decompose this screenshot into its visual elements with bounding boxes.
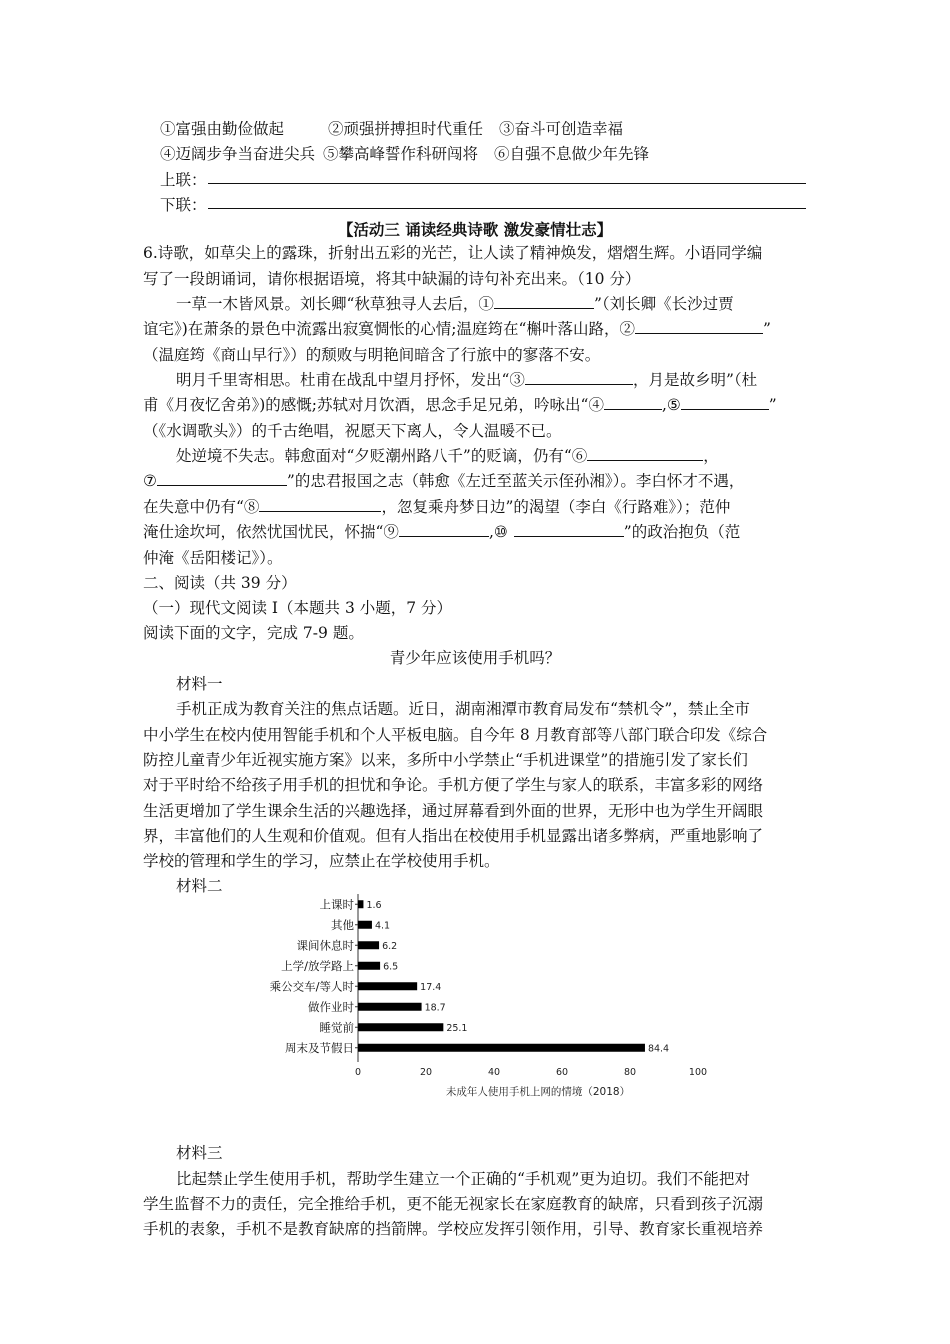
article-title: 青少年应该使用手机吗？: [389, 649, 561, 667]
bar: [358, 921, 372, 929]
material2-label: 材料二: [176, 877, 223, 895]
material3-line: 手机的表象，手机不是教育缺席的挡箭牌。学校应发挥引领作用，引导、教育家长重视培养: [143, 1220, 764, 1238]
category-label: 乘公交车/等人时: [269, 979, 354, 994]
couplet-option-5: ⑤攀高峰誓作科研闯将: [323, 145, 479, 163]
bar: [358, 1044, 645, 1052]
q6-text: ，忽复乘舟梦日边”的渴望（李白《行路难》）；范仲: [381, 498, 731, 516]
q6-text: ”的政治抱负（范: [623, 523, 741, 541]
material1-line: 对于平时给不给孩子用手机的担忧和争论。手机方便了学生与家人的联系，丰富多彩的网络: [143, 776, 764, 794]
usage-scenario-bar-chart: [250, 890, 720, 1110]
upper-couplet-answer-line[interactable]: [208, 183, 806, 184]
reading-instruction: 阅读下面的文字，完成 7-9 题。: [143, 624, 364, 642]
couplet-options-row2: [160, 141, 649, 167]
q6-text: ”: [762, 320, 771, 338]
couplet-option-2: ②顽强拼搏担时代重任: [328, 120, 484, 138]
q6-text: ”的忠君报国之志（韩愈《左迁至蓝关示侄孙湘》）。李白怀才不遇，: [286, 472, 745, 490]
q6-text: 在失意中仍有“⑧: [143, 498, 260, 516]
bar-value-label: 6.2: [382, 940, 398, 952]
material1-label: 材料一: [176, 675, 223, 693]
bar-value-label: 25.1: [446, 1022, 468, 1034]
couplet-option-6: ⑥自强不息做少年先锋: [494, 145, 650, 163]
bar-value-label: 18.7: [424, 1002, 446, 1014]
q6-text: ,⑩: [488, 523, 508, 541]
q6-text: ”（刘长卿《长沙过贾: [593, 295, 734, 313]
material1-line: 生活更增加了学生课余生活的兴趣选择，通过屏幕看到外面的世界，无形中也为学生开阔眼: [143, 802, 764, 820]
upper-couplet-label: 上联：: [160, 171, 207, 189]
material1-line: 手机正成为教育关注的焦点话题。近日，湖南湘潭市教育局发布“禁机令”，禁止全市: [176, 700, 750, 718]
x-tick-label: 0: [354, 1067, 362, 1078]
category-label: 睡觉前: [319, 1020, 354, 1035]
x-tick-label: 60: [555, 1067, 569, 1078]
q6-para3-line5: 仲淹《岳阳楼记》）。: [143, 549, 283, 567]
q6-para2-line2: [143, 392, 777, 418]
q6-para3-line4: [143, 519, 740, 545]
q6-para3-line2: [143, 468, 744, 494]
q6-text: ”: [768, 396, 777, 414]
couplet-option-1: ①富强由勤俭做起: [160, 120, 285, 138]
bar-value-label: 17.4: [420, 981, 442, 993]
category-label: 其他: [331, 917, 354, 932]
bar: [358, 962, 380, 970]
q6-para2-line3: （《水调歌头》）的千古绝唱，祝愿天下离人，令人温暖不已。: [143, 422, 562, 440]
q6-text: ，月是故乡明”（杜: [632, 371, 758, 389]
q6-intro-line1: 6.诗歌，如草尖上的露珠，折射出五彩的光芒，让人读了精神焕发，熠熠生辉。小语同学编: [143, 244, 763, 262]
bar: [358, 982, 417, 990]
material3-line: 学生监督不力的责任，完全推给手机，更不能无视家长在家庭教育的缺席，只看到孩子沉溺: [143, 1195, 764, 1213]
bar: [358, 1003, 422, 1011]
couplet-option-4: ④迈阔步争当奋进尖兵: [160, 145, 316, 163]
couplet-option-3: ③奋斗可创造幸福: [499, 120, 624, 138]
bar: [358, 941, 379, 949]
q6-para1-line1: [176, 291, 734, 317]
blank-7[interactable]: [157, 469, 287, 486]
q6-para1-line3: （温庭筠《商山早行》）的颓败与明艳间暗含了行旅中的寥落不安。: [143, 346, 601, 364]
x-tick-label: 40: [487, 1067, 501, 1078]
x-tick-label: 100: [688, 1067, 708, 1078]
blank-10[interactable]: [514, 520, 624, 537]
lower-couplet-label: 下联：: [160, 196, 207, 214]
bar: [358, 1023, 443, 1031]
blank-8[interactable]: [259, 495, 381, 512]
blank-1[interactable]: [494, 292, 594, 309]
category-label: 周末及节假日: [285, 1040, 354, 1055]
category-label: 做作业时: [308, 999, 354, 1014]
category-label: 课间休息时: [296, 938, 354, 953]
q6-text: ，: [703, 447, 719, 465]
material1-line: 中小学生在校内使用智能手机和个人平板电脑。自今年 8 月教育部等八部门联合印发《综合: [143, 726, 768, 744]
category-label: 上课时: [319, 897, 354, 912]
blank-5[interactable]: [681, 393, 769, 410]
q6-para3-line1: [176, 443, 719, 469]
reading-section-heading: 二、阅读（共 39 分）: [143, 574, 297, 592]
lower-couplet-answer-line[interactable]: [208, 208, 806, 209]
q6-text: 明月千里寄相思。杜甫在战乱中望月抒怀，发出“③: [176, 371, 525, 389]
material1-line: 界，丰富他们的人生观和价值观。但有人指出在校使用手机显露出诸多弊病，严重地影响了: [143, 827, 764, 845]
couplet-options-row1: [160, 116, 623, 142]
q6-text: 淹仕途坎坷，依然忧国忧民，怀揣“⑨: [143, 523, 399, 541]
blank-2[interactable]: [635, 317, 763, 334]
bar: [358, 900, 363, 908]
bar-value-label: 4.1: [374, 920, 391, 932]
bar-value-label: 1.6: [366, 899, 382, 911]
q6-text: ⑦: [143, 472, 157, 490]
material3-line: 比起禁止学生使用手机，帮助学生建立一个正确的“手机观”更为迫切。我们不能把对: [176, 1170, 750, 1188]
q6-text: ,⑤: [661, 396, 681, 414]
q6-para3-line3: [143, 494, 730, 520]
q6-intro-line2: 写了一段朗诵词，请你根据语境，将其中缺漏的诗句补充出来。（10 分）: [143, 270, 641, 288]
material3-label: 材料三: [176, 1144, 223, 1162]
q6-para2-line1: [176, 367, 757, 393]
q6-para1-line2: [143, 316, 771, 342]
material1-line: 学校的管理和学生的学习，应禁止在学校使用手机。: [143, 852, 500, 870]
x-tick-label: 20: [419, 1067, 433, 1078]
blank-4[interactable]: [604, 393, 662, 410]
q6-text: 甫《月夜忆舍弟》)的感慨;苏轼对月饮酒，思念手足兄弟，吟咏出“④: [143, 396, 604, 414]
x-tick-label: 80: [623, 1067, 637, 1078]
blank-3[interactable]: [525, 368, 633, 385]
bar-value-label: 6.5: [383, 961, 399, 973]
q6-text: 一草一木皆风景。刘长卿“秋草独寻人去后，①: [176, 295, 494, 313]
reading-subsection-heading: （一）现代文阅读 I（本题共 3 小题，7 分）: [143, 599, 453, 617]
material1-line: 防控儿童青少年近视实施方案》以来，多所中小学禁止“手机进课堂”的措施引发了家长们: [143, 751, 748, 769]
bar-value-label: 84.4: [647, 1043, 670, 1055]
activity3-title: 【活动三 诵读经典诗歌 激发豪情壮志】: [337, 220, 613, 239]
blank-9[interactable]: [399, 520, 489, 537]
q6-text: 谊宅》)在萧条的景色中流露出寂寞惆怅的心情;温庭筠在“槲叶落山路，②: [143, 320, 635, 338]
q6-text: 处逆境不失志。韩愈面对“夕贬潮州路八千”的贬谪，仍有“⑥: [176, 447, 588, 465]
chart-title: 未成年人使用手机上网的情境（2018）: [445, 1086, 631, 1098]
category-label: 上学/放学路上: [281, 958, 354, 973]
blank-6[interactable]: [587, 444, 703, 461]
